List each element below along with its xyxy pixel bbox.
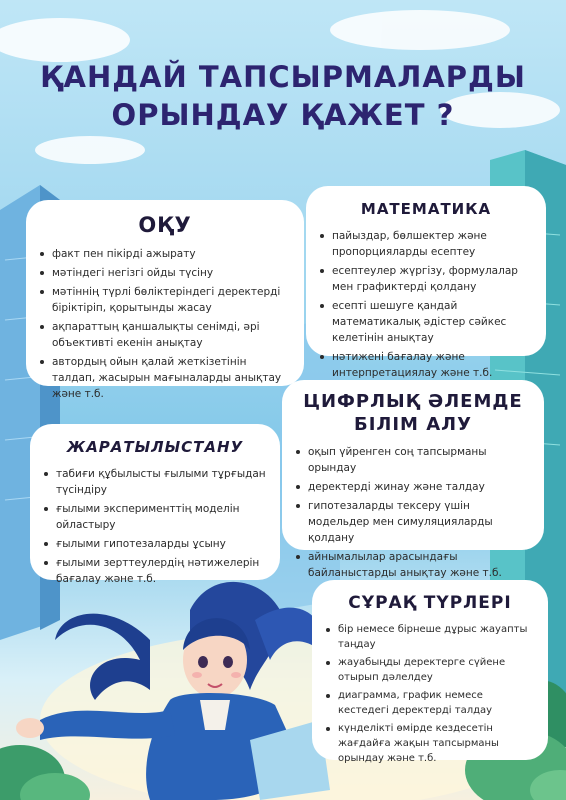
card-digital bbox=[282, 380, 544, 579]
card-question-types-list bbox=[326, 622, 534, 766]
list-item: деректерді жинау және талдау bbox=[296, 479, 530, 495]
list-item: айнымалылар арасындағы байланыстарды анықтау және т.б. bbox=[296, 549, 530, 581]
list-item: бір немесе бірнеше дұрыс жауапты таңдау bbox=[326, 622, 534, 652]
card-reading bbox=[26, 200, 304, 400]
list-item: ғылыми эксперименттің моделін ойластыру bbox=[44, 501, 266, 533]
list-item: табиғи құбылысты ғылыми тұрғыдан түсіндіру bbox=[44, 466, 266, 498]
card-question-types-heading: СҰРАҚ ТҮРЛЕРІ bbox=[348, 593, 512, 613]
list-item: ғылыми зерттеулердің нәтижелерін бағалау және т.б. bbox=[44, 555, 266, 587]
title-line-1: ҚАНДАЙ ТАПСЫРМАЛАРДЫ bbox=[40, 60, 526, 94]
list-item: есептеулер жүргізу, формулалар мен графиктерді қолдану bbox=[320, 263, 532, 295]
card-math bbox=[306, 186, 546, 379]
list-item: есепті шешуге қандай математикалық әдістер сәйкес келетінін анықтау bbox=[320, 298, 532, 346]
card-digital-heading bbox=[296, 390, 530, 436]
list-item: мәтіндегі негізгі ойды түсіну bbox=[40, 265, 290, 281]
card-digital-heading-line-1: ЦИФРЛЫҚ ӘЛЕМДЕ bbox=[303, 391, 523, 412]
card-math-list bbox=[320, 228, 532, 381]
list-item: ғылыми гипотезаларды ұсыну bbox=[44, 536, 266, 552]
list-item: автордың ойын қалай жеткізетінін талдап, жасырын мағыналарды анықтау және т.б. bbox=[40, 354, 290, 402]
list-item: гипотезаларды тексеру үшін модельдер мен симуляцияларды қолдану bbox=[296, 498, 530, 546]
list-item: мәтіннің түрлі бөліктеріндегі деректерді біріктіріп, қорытынды жасау bbox=[40, 284, 290, 316]
list-item: оқып үйренген соң тапсырманы орындау bbox=[296, 444, 530, 476]
title-line-2: ОРЫНДАУ ҚАЖЕТ ? bbox=[111, 98, 455, 132]
list-item: факт пен пікірді ажырату bbox=[40, 246, 290, 262]
list-item: нәтижені бағалау және интерпретациялау және т.б. bbox=[320, 349, 532, 381]
list-item: пайыздар, бөлшектер және пропорцияларды есептеу bbox=[320, 228, 532, 260]
list-item: диаграмма, график немесе кестедегі деректерді талдау bbox=[326, 688, 534, 718]
page-title bbox=[0, 58, 566, 134]
card-reading-list bbox=[40, 246, 290, 402]
card-math-heading: МАТЕМАТИКА bbox=[360, 200, 492, 218]
card-science bbox=[30, 424, 280, 585]
card-digital-heading-line-2: БІЛІМ АЛУ bbox=[353, 414, 472, 435]
list-item: жауабыңды деректерге сүйене отырып дәлелдеу bbox=[326, 655, 534, 685]
list-item: күнделікті өмірде кездесетін жағдайға жақын тапсырманы орындау және т.б. bbox=[326, 721, 534, 766]
card-science-heading: ЖАРАТЫЛЫСТАНУ bbox=[66, 438, 244, 456]
card-reading-heading: ОҚУ bbox=[138, 213, 192, 237]
card-question-types bbox=[312, 580, 548, 764]
list-item: ақпараттың қаншалықты сенімді, әрі объективті екенін анықтау bbox=[40, 319, 290, 351]
card-digital-list bbox=[296, 444, 530, 581]
card-science-list bbox=[44, 466, 266, 587]
